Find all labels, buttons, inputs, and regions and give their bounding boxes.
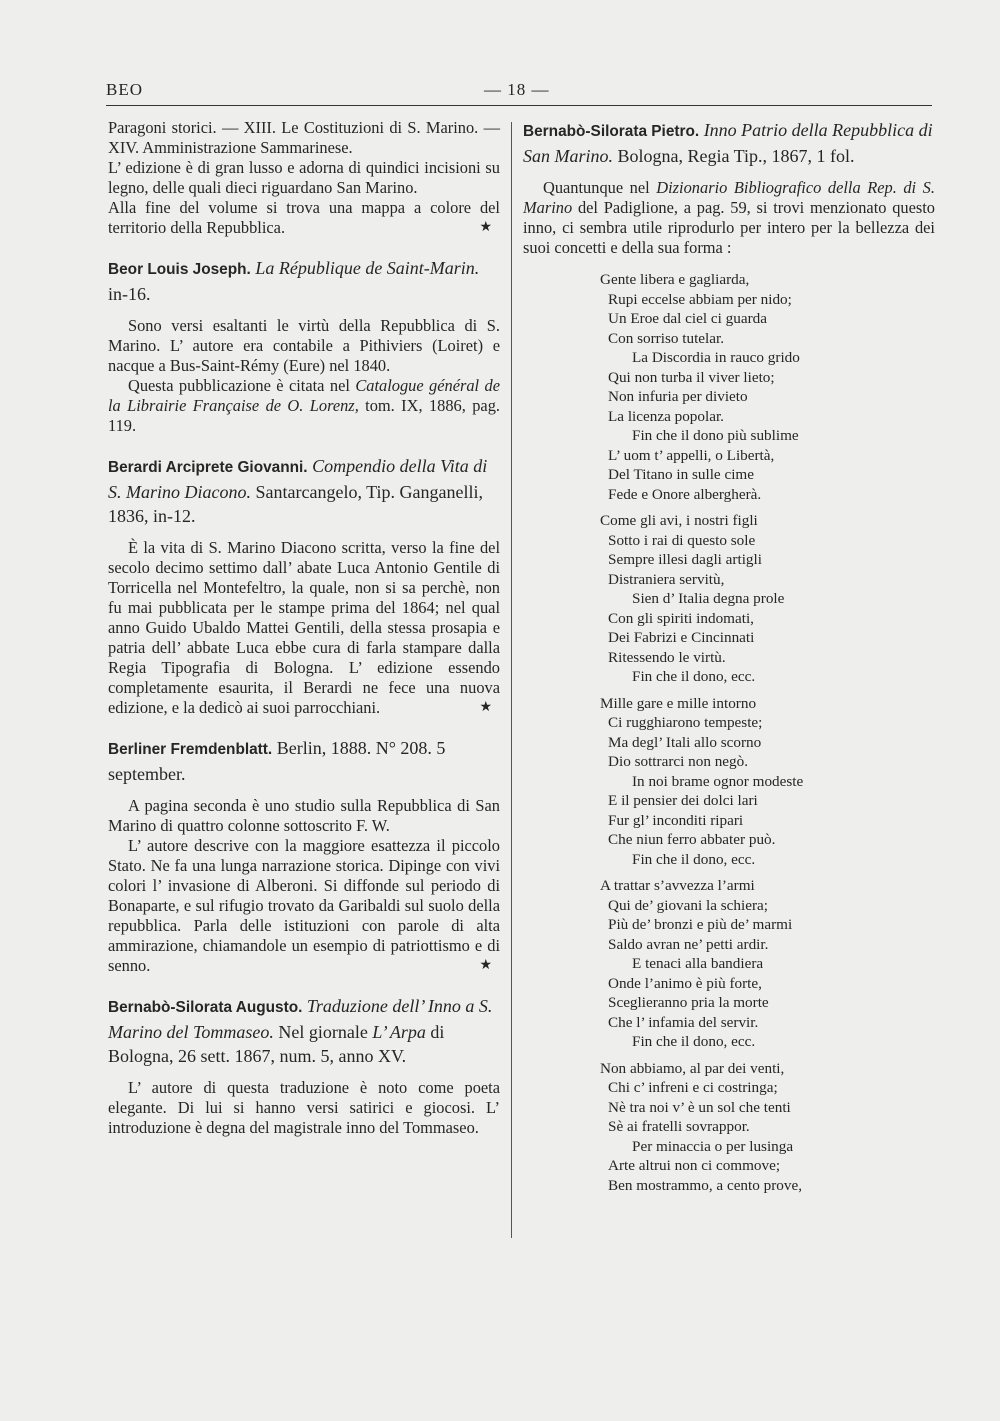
poem-line: In noi brame ognor modeste: [632, 772, 804, 790]
poem-line: Fin che il dono più sublime: [632, 427, 799, 444]
entry-reference: Questa pubblicazione è citata nel Catalogue général de la Librairie Française de O. Lorenz, tom. IX, 1886, pag. 119.: [108, 376, 500, 435]
poem-line: Fin che il dono, ecc.: [632, 850, 756, 868]
running-title: BEO: [106, 80, 143, 99]
poem-stanza: [600, 694, 935, 870]
poem-line: Ritessendo le virtù.: [608, 648, 726, 666]
entry-heading: Berliner Fremdenblatt.: [108, 741, 273, 758]
poem-line: Fede e Onore albergherà.: [608, 485, 762, 503]
poem-line: Ci rugghiarono tempeste;: [608, 714, 763, 731]
entry-details: di Bologna, 26 sett. 1867, num. 5, anno XV.: [108, 1022, 445, 1066]
poem-line: Rupi eccelse abbiam per nido;: [608, 290, 792, 308]
poem-line: Che niun ferro abbater può.: [608, 831, 776, 848]
journal-name: L’ Arpa: [372, 1022, 426, 1042]
poem-line: Mille gare e mille intorno: [600, 694, 757, 712]
poem-line: Saldo avran ne’ petti ardir.: [608, 935, 769, 953]
poem-line: Come gli avi, i nostri figli: [600, 512, 758, 529]
entry-details: Berlin, 1888. N° 208. 5 september.: [108, 738, 446, 784]
poem-line: Sempre illesi dagli artigli: [608, 551, 762, 568]
bibliography-entry: [108, 256, 500, 436]
poem-line: Nè tra noi v’ è un sol che tenti: [608, 1098, 791, 1116]
poem-stanza: [600, 1059, 935, 1196]
intro-paragraph: Paragoni storici. — XIII. Le Costituzioni di S. Marino. — XIV. Amministrazione Sammarinese.: [108, 118, 500, 157]
entry-heading: Beor Louis Joseph.: [108, 261, 251, 278]
entry-heading: Bernabò-Silorata Augusto.: [108, 999, 303, 1016]
right-column: [523, 118, 935, 1202]
entry-paragraph: A pagina seconda è uno studio sulla Repubblica di San Marino di quattro colonne sottoscrito F. W.: [108, 796, 500, 835]
poem-line: Fur gl’ inconditi ripari: [608, 811, 744, 829]
column-divider: [511, 122, 512, 1238]
poem-line: Sien d’ Italia degna prole: [632, 590, 785, 607]
poem-line: Dio sottrarci non negò.: [608, 753, 749, 770]
entry-paragraph: È la vita di S. Marino Diacono scritta, verso la fine del secolo decimo settimo dall’ abate Luca Antonio Gentile di Torricella nel Montefeltro, la quale, non si sa perchè, non fu mai pubblicata per le stampe prima del 1864; nel qual anno Guido Ubaldo Mattei Gentili, della stessa prosapia e patria dell’ abbate Luca ebbe cura di farla stampare dalla Regia Tipografia di Bologna. L’ edizione essendo completamente esaurita, il Berardi ne fece una nuova edizione, e la dedicò ai suoi parrocchiani.: [108, 538, 500, 717]
poem-line: Distraniera servitù,: [608, 570, 725, 588]
header-rule: [106, 105, 932, 106]
bibliography-entry: Bernabò-Silorata Augusto. Traduzione dell’ Inno a S. Marino del Tommaseo. Nel giornale L’ Arpa di Bologna, 26 sett. 1867, num. 5, anno XV. L’ autore di questa traduzione è noto come poeta elegante. Di lui si hanno versi satirici e giocosi. L’ introduzione è degna del magistrale inno del Tommaseo.: [108, 996, 500, 1137]
entry-paragraph: L’ autore descrive con la maggiore esattezza il piccolo Stato. Ne fa una lunga narrazione storica. Dipinge con vivi colori l’ invasione di Alberoni. Si diffonde sul periodo di Bonaparte, e sul rifugio trovato da Garibaldi sul suolo della repubblica. Parla delle istituzioni con parole di alta ammirazione, chiamandole un esempio di patriottismo e di senno.: [108, 836, 500, 975]
poem-line: Fin che il dono, ecc.: [632, 1033, 756, 1050]
bibliography-entry: [108, 454, 500, 718]
poem-line: Con gli spiriti indomati,: [608, 609, 754, 627]
entry-title: La République de Saint-Marin.: [255, 258, 480, 278]
poem-line: Arte altrui non ci commove;: [608, 1157, 781, 1174]
entry-heading: Berardi Arciprete Giovanni.: [108, 459, 308, 476]
poem-line: A trattar s’avvezza l’armi: [600, 877, 755, 894]
page-header: [106, 80, 932, 102]
intro-entry: [108, 118, 500, 238]
poem-line: Gente libera e gagliarda,: [600, 271, 750, 288]
poem-line: E tenaci alla bandiera: [632, 955, 764, 972]
poem-line: Onde l’animo è più forte,: [608, 974, 762, 992]
poem-line: Più de’ bronzi e più de’ marmi: [608, 916, 793, 933]
poem-line: Sceglieranno pria la morte: [608, 994, 769, 1011]
entry-title: Traduzione dell’ Inno a S. Marino del Tommaseo.: [108, 996, 493, 1042]
poem-line: Ma degl’ Itali allo scorno: [608, 733, 762, 751]
poem-stanza: [600, 876, 935, 1052]
star-icon: ★: [479, 700, 492, 715]
poem-line: Fin che il dono, ecc.: [632, 668, 756, 685]
poem-line: Qui de’ giovani la schiera;: [608, 896, 768, 914]
entry-heading: Bernabò-Silorata Pietro.: [523, 123, 700, 140]
entry-details: in-16.: [108, 284, 151, 304]
hymn-entry-heading: [523, 118, 935, 168]
poem-line: L’ uom t’ appelli, o Libertà,: [608, 446, 775, 464]
page-number: — 18 —: [484, 80, 550, 99]
left-column: [108, 118, 500, 1156]
bibliography-entry: [108, 736, 500, 976]
entry-title: Compendio della Vita di S. Marino Diacono.: [108, 456, 488, 502]
poem-line: La Discordia in rauco grido: [632, 349, 800, 366]
poem-line: Dei Fabrizi e Cincinnati: [608, 629, 755, 646]
entry-title: Inno Patrio della Repubblica di San Marino.: [523, 120, 933, 166]
poem-stanza: [600, 270, 935, 504]
hymn-poem: [600, 270, 935, 1195]
poem-line: Qui non turba il viver lieto;: [608, 368, 775, 386]
entry-details: Santarcangelo, Tip. Ganganelli, 1836, in-12.: [108, 482, 483, 526]
poem-line: Un Eroe dal ciel ci guarda: [608, 310, 767, 327]
poem-line: Non infuria per divieto: [608, 388, 748, 405]
entry-details: Bologna, Regia Tip., 1867, 1 fol.: [613, 146, 855, 166]
poem-line: Sotto i rai di questo sole: [608, 531, 756, 549]
intro-paragraph: Alla fine del volume si trova una mappa a colore del territorio della Repubblica.: [108, 198, 500, 237]
poem-line: Sè ai fratelli sovrappor.: [608, 1118, 750, 1135]
entry-paragraph: Sono versi esaltanti le virtù della Repubblica di S. Marino. L’ autore era contabile a Pithiviers (Loiret) e nacque a Bus-Saint-Rémy (Eure) nel 1840.: [108, 316, 500, 375]
poem-line: La licenza popolar.: [608, 407, 724, 425]
star-icon: ★: [479, 220, 492, 235]
poem-stanza: [600, 511, 935, 687]
entry-paragraph: L’ autore di questa traduzione è noto come poeta elegante. Di lui si hanno versi satirici e giocosi. L’ introduzione è degna del magistrale inno del Tommaseo.: [108, 1078, 500, 1137]
poem-line: Chi c’ infreni e ci costringa;: [608, 1079, 778, 1096]
poem-line: Per minaccia o per lusinga: [632, 1137, 794, 1155]
poem-line: Non abbiamo, al par dei venti,: [600, 1059, 785, 1077]
hymn-intro: Quantunque nel Dizionario Bibliografico della Rep. di S. Marino del Padiglione, a pag. 59, si trovi menzionato questo inno, ci sembra utile riprodurlo per intero per la bellezza dei suoi concetti e della sua forma :: [523, 178, 935, 257]
intro-paragraph: L’ edizione è di gran lusso e adorna di quindici incisioni su legno, delle quali dieci riguardano San Marino.: [108, 158, 500, 197]
poem-line: Del Titano in sulle cime: [608, 466, 754, 483]
poem-line: E il pensier dei dolci lari: [608, 792, 758, 809]
poem-line: Ben mostrammo, a cento prove,: [608, 1176, 803, 1194]
star-icon: ★: [479, 958, 492, 973]
poem-line: Che l’ infamia del servir.: [608, 1013, 759, 1031]
poem-line: Con sorriso tutelar.: [608, 329, 725, 347]
